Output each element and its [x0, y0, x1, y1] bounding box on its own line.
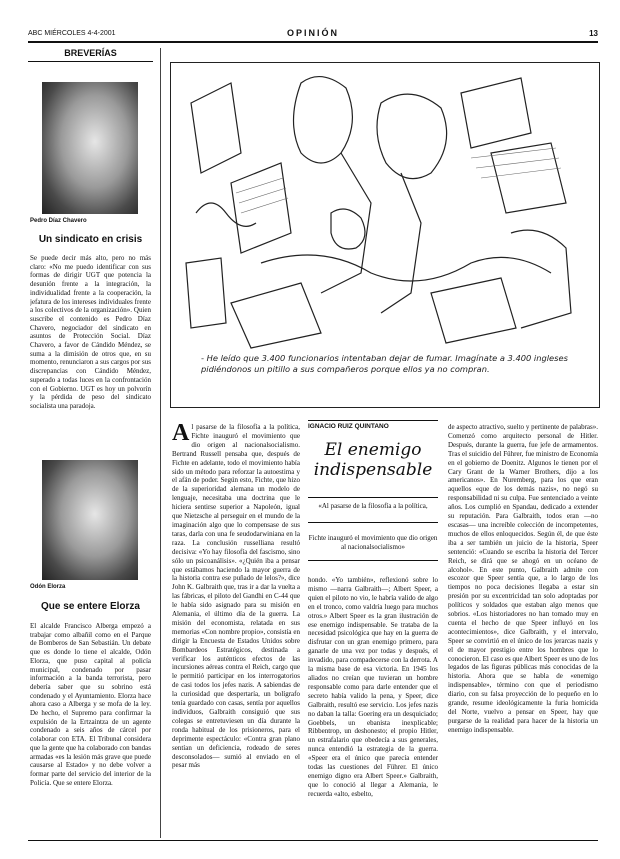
- column-divider: [160, 48, 161, 838]
- header-date: ABC MIÉRCOLES 4-4-2001: [28, 30, 116, 37]
- article-author: IGNACIO RUIZ QUINTANO: [308, 423, 389, 430]
- editorial-cartoon: [170, 62, 600, 408]
- author-rule: [308, 420, 438, 421]
- pull-quote: Fichte inauguró el movimiento que dio origen al nacionalsocialismo»: [308, 534, 438, 551]
- brief-title: Que se entere Elorza: [41, 601, 140, 612]
- pull-quote: «Al pasarse de la filosofía a la política,: [318, 502, 428, 510]
- header-page-number: 13: [589, 29, 598, 38]
- header-section: OPINIÓN: [286, 28, 339, 38]
- article-headline: El enemigo indispensable: [313, 440, 433, 480]
- brief-body: Se puede decir más alto, pero no más claro: «No me puedo identificar con sus formas de dirigir UGT que potencia la desunión frente a la integración, la individualidad frente a la cooperación, la jefatura de los intereses individuales frente a los colectivos de la organización». Quien suscribe el contenido es Pedro Díaz Chavero, negociador del sindicato en asuntos de Protección Social. Díaz Chavero, a favor de Cándido Méndez, se suma a la dimisión de otros que, en su momento, renunciaron a sus cargos por sus discrepancias con Cándido Méndez, superado a todas luces en la confrontación con el Gobierno. UGT es hoy un polvorín y la pérdida de peso del sindicato socialista una paradoja.: [30, 254, 151, 410]
- photo-caption: Pedro Díaz Chavero: [30, 218, 87, 224]
- drop-cap: A: [172, 423, 190, 446]
- bottom-rule: [28, 840, 598, 841]
- article-column-1: [172, 423, 300, 836]
- pull-quote-rule: [308, 522, 438, 523]
- left-column-rule: [28, 61, 153, 62]
- pull-quote-rule: [308, 560, 438, 561]
- page-header: [28, 28, 598, 40]
- cartoon-caption: - He leído que 3.400 funcionarios intentaban dejar de fumar. Imagínate a 3.400 ingleses pidiéndonos un pitillo a sus compañeros porque ellos ya no compran.: [201, 353, 568, 374]
- photo-pedro-diaz-chavero: [42, 82, 138, 214]
- article-column-3: de aspecto atractivo, suelto y pertinente de palabras». Comenzó como arquitecto personal de Hitler. Después, durante la guerra, fue jefe de armamentos. Tras el suicidio del Führer, fue ministro de Economía en el gobierno de Doenitz. Algunos le tienen por el Cary Grant de la Warner Brothers, dijo a los americanos». En Nuremberg, para los que eran aquellos «que de los demás nazis», no negó su responsabilidad ni su culpa. Fue sentenciado a veinte años. Los cumplió en Spandau, dedicado a extender su reputación. Para Galbraith, todos eran —no escasas— una increíble colección de incompetentes, muchos de ellos enloquecidos. Según él, de que éste iba a ser también un juicio de la historia, Speer sentenció: «Cuando se escriba la historia del Tercer Reich, se dirá que se ahogó en un océano de alcohol». En este punto, Galbraith admite con escozor que Speer sentía que, a lo largo de los tiempos no poca decisiones llegaba a estar sin presión por su excentricidad tan solo adoptadas por políticos y soldados que estaban algo menos que sobrios. «Los historiadores no han tomado muy en cuenta el hecho de que Speer influyó en los acontecimientos», dice Galbraith, y el intervalo, Speer se convirtió en el único de los jerarcas nazis y el de mayor prestigio entre los hombres que lo conocieron. El caso es que Albert Speer es uno de los legados de las figuras públicas más conocidas de la historia. Ahora que se habla de «enemigo indispensable», término con que el periodismo diario, con su falsa proyección de lo pequeño en lo grande, resume ideológicamente la furia homicida del Norte, vuelvo a pensar en Speer, hay que purgarse de la realidad para hacer de la historia un enemigo indispensable.: [448, 423, 598, 734]
- photo-odon-elorza: [42, 460, 138, 580]
- left-column-title: BREVERÍAS: [64, 48, 117, 58]
- pull-quote-rule: [308, 497, 438, 498]
- photo-caption: Odón Elorza: [30, 584, 66, 590]
- article-text: l pasarse de la filosofía a la política, Fichte inauguró el movimiento que dio origen al nacionalsocialismo. Bertrand Russell pensaba que, después de Fichte en adelante, todo el movimiento había sido un método para reforzar la autoestima y el afán de poder. Según esto, Fichte, que hizo de la superioridad alemana un modelo de lenguaje, necesitaba una doctrina que le hiciera sentirse superior a Napoleón, igual que Nietzsche al perseguir en el mundo de la imaginación algo que lo compensase de sus taras, darla con una fe seudodarwiniana en la raza. La conclusión russelliana resultó decisiva: «Yo hay filosofía del fascismo, sino sólo un psicoanálisis». «¿Quién iba a pensar que estábamos haciendo la mayor guerra de la historia contra ese puñado de lelos?», dice John K. Galbraith que, tras ir a dar la vuelta a las fábricas, el piloto del Gandhi en C-44 que le había sido asignado para su misión en Alemania, el último día de la guerra. La misión del economista, relatada en sus memorias «Con nombre propio», consistía en dirigir la Encuesta de Estados Unidos sobre Bombardeos Estratégicos, destinada a verificar los auténticos efectos de las incursiones aéreas contra el Reich, cargo que le permitió participar en los interrogatorios de casi todos los jefes nazis. A sabiendas de la curiosidad que despertaría, un bolígrafo tenía guardado con casas, sentía por aquellos individuos, Galbraith consiguió que sus colegas se entretuviesen un día durante la ronda habitual de los prisioneros, para el deprimente espectáculo: «Contra gran plano sentían un deficiencia, rodeado de seres desconsolados— sumió al enviado en el pesar más: [172, 423, 300, 770]
- header-rule: [28, 41, 598, 43]
- brief-body: El alcalde Francisco Alberga empezó a trabajar como albañil como en el Parque de Bomberos de San Sebastián. Un debate que es donde lo tiene el alcalde, Odón Elorza, que puso capital al policía municipal, condenado por pasar información a la banda terrorista, pero debería saber que su sobrino está condenado y el Ayuntamiento. Elorza hace ahora caso a Alberga y se mofa de la ley. De hecho, el Supremo para confirmar la expulsión de la Ertzaintza de un agente condenado a seis años de cárcel por colaborar con ETA. El Tribunal considera que la gente que ha colaborado con bandas armadas «es la lesión más grave que puede causarse al Estado» y no debe volver a formar parte del servicio del interior de la Policía. Que se entere Elorza.: [30, 622, 151, 787]
- article-column-2: hondo. «Yo también», reflexionó sobre lo mismo —narra Galbraith—; Albert Speer, a quien el piloto no vio, le habría valido de algo en el tronco, como valdría luego para muchos otros.» Albert Speer es la gran ilustración de ese enemigo indispensable. Se trataba de la necesidad psicológica que hay en la guerra de disfrutar con un gran enemigo primero, para ganarle de una vez por todas y después, el invadido, para compadecerse con la derrota. A la misma base de esa victoria. En 1945 los aliados no creían que tuvieran un hombre responsable como para darle entender que el secreto había valido la pena, y Speer, dice Galbraith, resultó ese servicio. Los jefes nazis no daban la talla: Goering era un desquiciado; Goebbels, un ebanista inexplicable; Ribbentrop, un deshonesto; el propio Hitler, un estrafalario que obedecía a sus generales, nunca entendió la estrategia de la guerra. «Speer era el único que parecía entender todas las cuestiones del Führer. El único enemigo digno era Albert Speer.» Galbraith, que lo conoció al llegar a Alemania, le recuerda «alto, esbelto,: [308, 576, 438, 798]
- brief-title: Un sindicato en crisis: [38, 234, 143, 245]
